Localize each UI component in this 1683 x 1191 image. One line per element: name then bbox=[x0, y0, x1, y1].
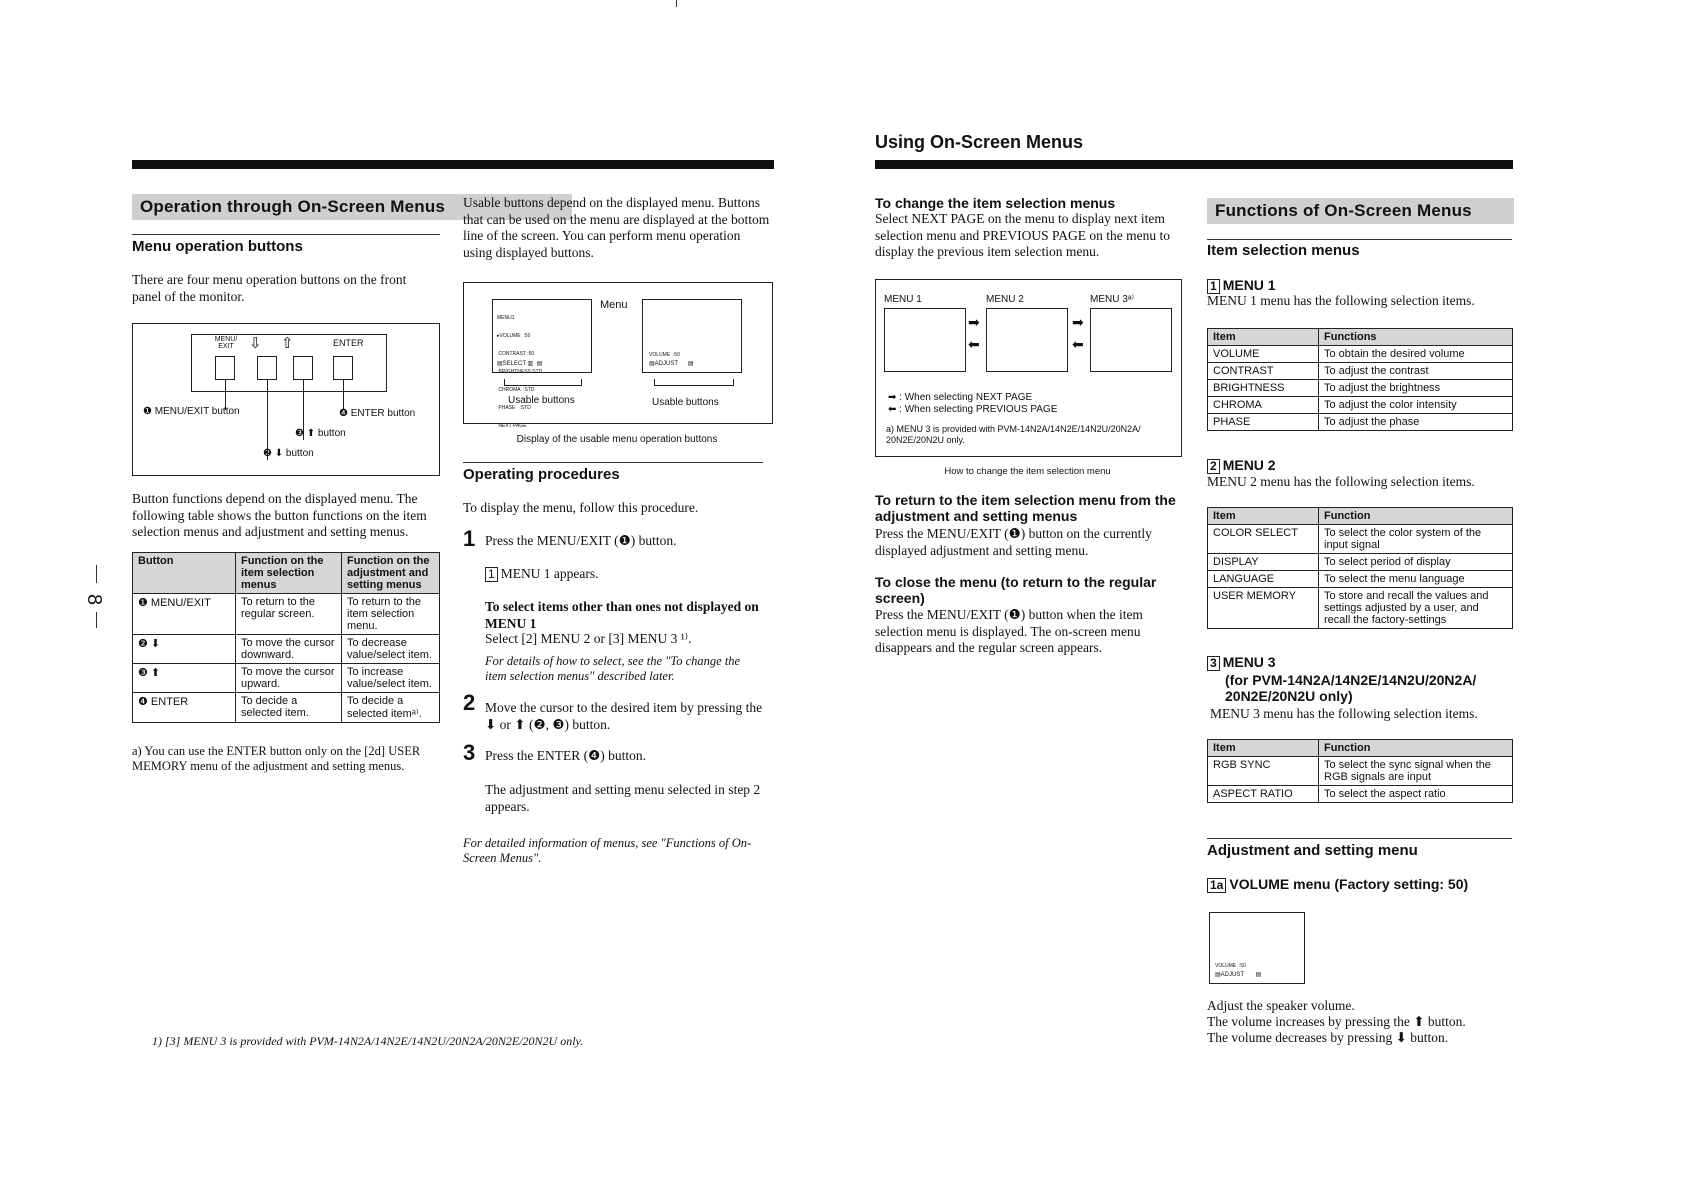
table-row bbox=[1208, 363, 1513, 380]
volume-screen-bottom: ▤ADJUST ▤ bbox=[1215, 972, 1262, 978]
table-cell: To decrease value/select item. bbox=[342, 635, 440, 664]
step-2-number: 2 bbox=[463, 690, 476, 715]
fig-menu2-screen bbox=[986, 308, 1068, 372]
fig-note: a) MENU 3 is provided with PVM-14N2A/14N2E/14N2U/20N2A/ 20N2E/20N2U only. bbox=[886, 424, 1141, 445]
page-header: Using On-Screen Menus bbox=[875, 132, 1084, 152]
table-cell: To adjust the phase bbox=[1319, 414, 1513, 431]
bracket-1 bbox=[504, 379, 582, 386]
button-function-table bbox=[132, 552, 440, 723]
table-cell: To adjust the brightness bbox=[1319, 380, 1513, 397]
volume-title-text: VOLUME menu (Factory setting: 50) bbox=[1229, 876, 1469, 892]
volume-text-1: Adjust the speaker volume. bbox=[1207, 998, 1355, 1013]
fig-menu2-label: MENU 2 bbox=[986, 294, 1024, 305]
fig-menu1-label: MENU 1 bbox=[884, 294, 922, 305]
table-row bbox=[1208, 525, 1513, 554]
close-heading: To close the menu (to return to the regular screen) bbox=[875, 574, 1157, 606]
select-items-text: Select [2] MENU 2 or [3] MENU 3 ¹⁾. bbox=[485, 631, 692, 646]
menu1-screen-lines bbox=[497, 303, 542, 441]
usable-buttons-caption: Display of the usable menu operation buttons bbox=[516, 434, 718, 445]
table-cell: To increase value/select item. bbox=[342, 664, 440, 693]
menu1-intro: MENU 1 menu has the following selection items. bbox=[1207, 293, 1475, 308]
return-heading: To return to the item selection menu from the adjustment and setting menus bbox=[875, 492, 1176, 524]
table-row bbox=[133, 693, 440, 723]
table-row bbox=[1208, 588, 1513, 629]
menu1-title bbox=[1207, 277, 1276, 294]
left-top-bar bbox=[132, 160, 774, 169]
screen-line: NEXT PAGE bbox=[497, 423, 527, 429]
page-number: 8 bbox=[83, 593, 106, 606]
menu3-subtitle: (for PVM-14N2A/14N2E/14N2U/20N2A/ 20N2E/20N2U only) bbox=[1225, 672, 1477, 704]
menu1-box: 1 bbox=[1207, 279, 1220, 294]
table-cell: To select the menu language bbox=[1319, 571, 1513, 588]
rule-left-1 bbox=[132, 234, 440, 235]
change-menus-caption: How to change the item selection menu bbox=[944, 466, 1111, 477]
table-cell: ❶ MENU/EXIT bbox=[133, 594, 236, 635]
step-1-sub bbox=[485, 566, 765, 583]
screen-line: MENU1 bbox=[497, 315, 515, 321]
select-items-heading: To select items other than ones not displayed on MENU 1 bbox=[485, 599, 759, 631]
step-1-text: Press the MENU/EXIT (❶) button. bbox=[485, 533, 677, 548]
menu3-table bbox=[1207, 739, 1513, 803]
label-down-button: ❷ ⬇ button bbox=[263, 448, 314, 459]
menu1-screen-bottom: ▤SELECT ▥ ▤ bbox=[497, 361, 543, 367]
legend-prev: ⬅ : When selecting PREVIOUS PAGE bbox=[888, 404, 1058, 415]
panel-down-arrow: ⇩ bbox=[249, 335, 262, 352]
table-cell: To return to the item selection menu. bbox=[342, 594, 440, 635]
fig-menu3-screen bbox=[1090, 308, 1172, 372]
table-row bbox=[1208, 346, 1513, 363]
table-row bbox=[1208, 757, 1513, 786]
menu1-title-text: MENU 1 bbox=[1222, 277, 1276, 293]
fig-menu3-label: MENU 3ᵃ⁾ bbox=[1090, 294, 1134, 305]
table-header: Function on the item selection menus bbox=[236, 553, 342, 594]
table-header: Function on the adjustment and setting menus bbox=[342, 553, 440, 594]
enter-button[interactable] bbox=[333, 356, 353, 380]
panel-enter-label: ENTER bbox=[333, 338, 364, 348]
fig-menu1-screen bbox=[884, 308, 966, 372]
step-2-text: Move the cursor to the desired item by pressing the ⬇ or ⬆ (❷, ❸) button. bbox=[485, 700, 763, 732]
table-cell: COLOR SELECT bbox=[1208, 525, 1319, 554]
usable-buttons-label-2: Usable buttons bbox=[652, 397, 719, 408]
table-row bbox=[1208, 571, 1513, 588]
item-selection-heading: Item selection menus bbox=[1207, 242, 1360, 259]
table-header: Function bbox=[1319, 508, 1513, 525]
table-cell: To adjust the contrast bbox=[1319, 363, 1513, 380]
closing-italic: For detailed information of menus, see "Functions of On-Screen Menus". bbox=[463, 836, 752, 865]
table-header-row bbox=[1208, 740, 1513, 757]
legend-next: ➡ : When selecting NEXT PAGE bbox=[888, 392, 1033, 403]
panel-up-arrow: ⇧ bbox=[281, 335, 294, 352]
rule-far-right-1 bbox=[1207, 239, 1512, 240]
table-cell: DISPLAY bbox=[1208, 554, 1319, 571]
menu2-screen-line: VOLUME :50 bbox=[649, 352, 680, 358]
screen-line: PHASE :STD bbox=[497, 405, 531, 411]
menu2-box: 2 bbox=[1207, 459, 1220, 474]
menu-buttons-intro: There are four menu operation buttons on the front panel of the monitor. bbox=[132, 272, 407, 304]
table-header: Item bbox=[1208, 329, 1319, 346]
table-header-row bbox=[1208, 508, 1513, 525]
table-cell: To select period of display bbox=[1319, 554, 1513, 571]
table-cell: CHROMA bbox=[1208, 397, 1319, 414]
table-row bbox=[1208, 414, 1513, 431]
up-button[interactable] bbox=[293, 356, 313, 380]
menu-label: Menu bbox=[600, 299, 628, 311]
table-cell: RGB SYNC bbox=[1208, 757, 1319, 786]
table-cell: To return to the regular screen. bbox=[236, 594, 342, 635]
footnote-a: a) You can use the ENTER button only on the [2d] USER MEMORY menu of the adjustment and setting menus. bbox=[132, 744, 421, 773]
table-cell: To select the color system of the input signal bbox=[1319, 525, 1513, 554]
step-3-text: Press the ENTER (❹) button. bbox=[485, 748, 646, 763]
step-3-number: 3 bbox=[463, 740, 476, 765]
table-row bbox=[133, 635, 440, 664]
menu3-title-text: MENU 3 bbox=[1222, 654, 1276, 670]
change-menus-text: Select NEXT PAGE on the menu to display next item selection menu and PREVIOUS PAGE on the menu to display the previous item selection menu. bbox=[875, 211, 1170, 259]
table-cell: To move the cursor upward. bbox=[236, 664, 342, 693]
screen-line: CHROMA :STD bbox=[497, 387, 535, 393]
table-cell: PHASE bbox=[1208, 414, 1319, 431]
usable-buttons-label-1: Usable buttons bbox=[508, 395, 575, 406]
menu-exit-button[interactable] bbox=[215, 356, 235, 380]
top-tick bbox=[676, 0, 677, 7]
table-header: Function bbox=[1319, 740, 1513, 757]
table-cell: To move the cursor downward. bbox=[236, 635, 342, 664]
table-row bbox=[133, 664, 440, 693]
table-header: Button bbox=[133, 553, 236, 594]
table-cell: LANGUAGE bbox=[1208, 571, 1319, 588]
table-row bbox=[1208, 554, 1513, 571]
prev-arrow-icon: ⬅ bbox=[968, 336, 980, 352]
label-enter-button: ❹ ENTER button bbox=[339, 408, 416, 419]
volume-text-2: The volume increases by pressing the ⬆ button. bbox=[1207, 1014, 1466, 1029]
label-up-button: ❸ ⬆ button bbox=[295, 428, 346, 439]
menu1-table bbox=[1207, 328, 1513, 431]
table-header: Functions bbox=[1319, 329, 1513, 346]
table-cell: To select the sync signal when the RGB signals are input bbox=[1319, 757, 1513, 786]
label-menu-exit-button: ❶ MENU/EXIT button bbox=[143, 406, 240, 417]
step-3-sub: The adjustment and setting menu selected in step 2 appears. bbox=[485, 782, 761, 814]
table-row bbox=[1208, 380, 1513, 397]
step-1-number: 1 bbox=[463, 526, 476, 551]
usable-buttons-text: Usable buttons depend on the displayed menu. Buttons that can be used on the menu are displayed at the bottom line of the screen. You can perform menu operation using displayed buttons. bbox=[463, 195, 770, 260]
table-cell: BRIGHTNESS bbox=[1208, 380, 1319, 397]
right-top-bar bbox=[875, 160, 1513, 169]
select-items-italic: For details of how to select, see the "To change the item selection menus" described later. bbox=[485, 654, 741, 683]
menu2-screen-bottom: ▤ADJUST ▤ bbox=[649, 361, 694, 367]
operating-procedures-heading: Operating procedures bbox=[463, 466, 620, 483]
rule-middle-1 bbox=[463, 462, 763, 463]
table-cell: To decide a selected itemᵃ⁾. bbox=[342, 693, 440, 723]
panel-menu-exit-label: MENU/ EXIT bbox=[214, 336, 238, 350]
page-number-rule-bottom bbox=[96, 612, 97, 628]
volume-screen-thumb bbox=[1209, 912, 1305, 984]
usable-buttons-figure bbox=[463, 282, 773, 429]
volume-screen-line: VOLUME :50 bbox=[1215, 963, 1246, 969]
volume-text-3: The volume decreases by pressing ⬇ button. bbox=[1207, 1030, 1449, 1045]
next-arrow-icon: ➡ bbox=[968, 314, 980, 330]
table-cell: To obtain the desired volume bbox=[1319, 346, 1513, 363]
button-functions-text: Button functions depend on the displayed menu. The following table shows the button functions on the item selection menus and adjustment and setting menus. bbox=[132, 491, 427, 539]
screen-line: CONTRAST :50 bbox=[497, 351, 535, 357]
change-menus-heading: To change the item selection menus bbox=[875, 195, 1116, 211]
menu-buttons-heading: Menu operation buttons bbox=[132, 238, 303, 255]
table-cell: To adjust the color intensity bbox=[1319, 397, 1513, 414]
table-cell: ❸ ⬆ bbox=[133, 664, 236, 693]
table-row bbox=[133, 594, 440, 635]
table-header: Item bbox=[1208, 740, 1319, 757]
menu3-title bbox=[1207, 654, 1276, 671]
screen-line: BRIGHTNESS:STD bbox=[497, 369, 543, 375]
table-cell: CONTRAST bbox=[1208, 363, 1319, 380]
volume-menu-title bbox=[1207, 876, 1468, 893]
table-header: Item bbox=[1208, 508, 1319, 525]
button-panel-figure bbox=[132, 323, 440, 476]
table-cell: ❹ ENTER bbox=[133, 693, 236, 723]
menu1-number-box: 1 bbox=[485, 567, 498, 582]
screen-line: ▸VOLUME :50 bbox=[497, 333, 531, 339]
table-cell: VOLUME bbox=[1208, 346, 1319, 363]
table-row bbox=[1208, 786, 1513, 803]
prev-arrow-icon: ⬅ bbox=[1072, 336, 1084, 352]
menu3-intro: MENU 3 menu has the following selection items. bbox=[1210, 706, 1478, 721]
table-row bbox=[1208, 397, 1513, 414]
table-header-row bbox=[1208, 329, 1513, 346]
return-text: Press the MENU/EXIT (❶) button on the currently displayed adjustment and setting menu. bbox=[875, 526, 1152, 558]
change-menus-figure bbox=[875, 279, 1182, 457]
table-cell: ❷ ⬇ bbox=[133, 635, 236, 664]
menu2-screen-thumb bbox=[642, 299, 742, 373]
menu2-table bbox=[1207, 507, 1513, 629]
adjustment-heading: Adjustment and setting menu bbox=[1207, 842, 1418, 859]
bracket-2 bbox=[654, 379, 734, 386]
menu2-title bbox=[1207, 457, 1276, 474]
operating-intro: To display the menu, follow this procedure. bbox=[463, 500, 699, 515]
down-button[interactable] bbox=[257, 356, 277, 380]
page-number-rule-top bbox=[96, 565, 97, 583]
section-title-functions: Functions of On-Screen Menus bbox=[1207, 198, 1514, 224]
close-text: Press the MENU/EXIT (❶) button when the item selection menu is displayed. The on-screen menu disappears and the regular screen appears. bbox=[875, 607, 1143, 655]
section-title-operation: Operation through On-Screen Menus bbox=[132, 194, 572, 220]
table-cell: To select the aspect ratio bbox=[1319, 786, 1513, 803]
bottom-footnote: 1) [3] MENU 3 is provided with PVM-14N2A/14N2E/14N2U/20N2A/20N2E/20N2U only. bbox=[152, 1034, 584, 1048]
rule-far-right-2 bbox=[1207, 838, 1512, 839]
table-cell: ASPECT RATIO bbox=[1208, 786, 1319, 803]
table-cell: USER MEMORY bbox=[1208, 588, 1319, 629]
table-header-row bbox=[133, 553, 440, 594]
menu3-box: 3 bbox=[1207, 656, 1220, 671]
volume-box: 1a bbox=[1207, 878, 1226, 893]
step-1-sub-text: MENU 1 appears. bbox=[500, 566, 599, 581]
table-cell: To decide a selected item. bbox=[236, 693, 342, 723]
table-cell: To store and recall the values and settings adjusted by a user, and recall the factory-settings bbox=[1319, 588, 1513, 629]
menu2-intro: MENU 2 menu has the following selection items. bbox=[1207, 474, 1475, 489]
menu2-title-text: MENU 2 bbox=[1222, 457, 1276, 473]
next-arrow-icon: ➡ bbox=[1072, 314, 1084, 330]
leader-enter bbox=[343, 380, 344, 410]
